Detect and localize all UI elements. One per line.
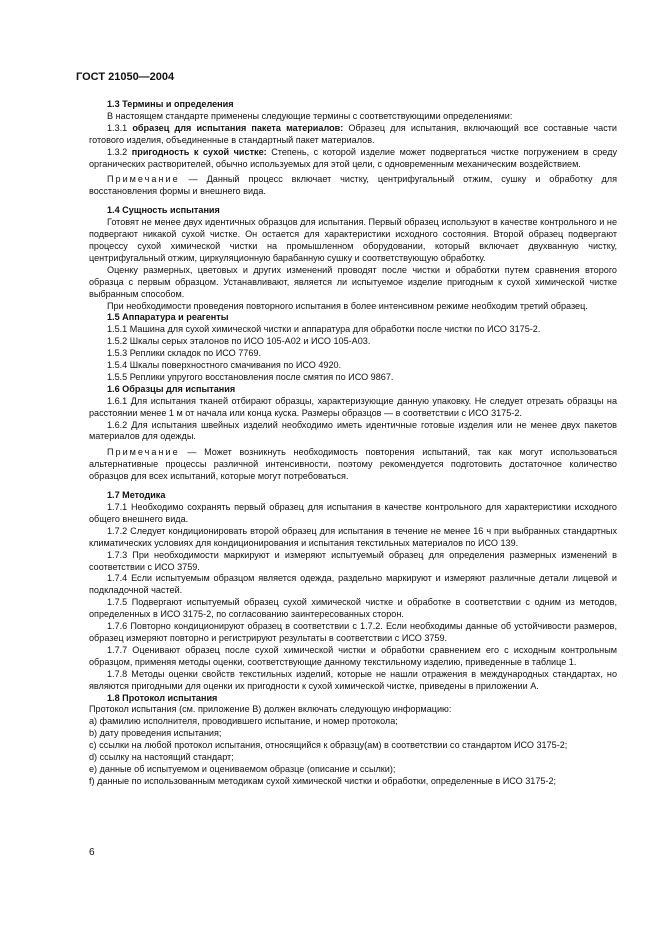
list-item: b) дату проведения испытания;: [89, 728, 222, 739]
list-item: d) ссылку на настоящий стандарт;: [89, 752, 234, 763]
list-item: 1.7.3 При необходимости маркируют и измеряют испытуемый образец для определения размерных изменений в соответствии с ИСО 3759.: [89, 549, 617, 572]
section-1-3-note: [89, 174, 617, 198]
list-item: f) данные по использованным методикам сухой химической чистки и обработки, определенные в ИСО 3175-2;: [89, 775, 557, 786]
section-1-8-title: 1.8 Протокол испытания: [107, 692, 218, 703]
section-1-7-title: 1.7 Методика: [107, 490, 166, 501]
list-item: 1.5.2 Шкалы серых эталонов по ИСО 105-А02 и ИСО 105-А03.: [107, 336, 371, 347]
paragraph: 1.6.2 Для испытания швейных изделий необходимо иметь идентичные готовые изделия или не менее двух пакетов материалов для одежды.: [89, 419, 617, 442]
term-definition: Степень, с которой изделие может подвергаться чистке погружением в среду органических растворителей, обычно используемых для этой цели, с одновременным механическим воздействием.: [89, 146, 617, 169]
list-item: е) данные об испытуемом и оцениваемом образце (описание и ссылки);: [89, 763, 396, 774]
list-item: 1.7.4 Если испытуемым образцом является одежда, раздельно маркируют и измеряют различные детали лицевой и подкладочной частей.: [89, 573, 617, 596]
list-item: 1.7.5 Подвергают испытуемый образец сухой химической чистке и обработке в соответствии с одним из методов, определенных в ИСО 3175-2, по согласованию заинтересованных сторон.: [89, 597, 617, 620]
section-1-6-note: [89, 447, 617, 483]
section-1-6-title: 1.6 Образцы для испытания: [107, 383, 236, 394]
section-1-8-intro: Протокол испытания (см. приложение В) должен включать следующую информацию:: [89, 704, 452, 715]
term-name: пригодность к сухой чистке:: [131, 146, 267, 157]
list-item: а) фамилию исполнителя, проводившего испытание, и номер протокола;: [89, 716, 398, 727]
list-item: 1.7.7 Оценивают образец после сухой химической чистки и обработки сравнением его с исходным контрольным образцом, применяя методы оценки, соответствующие данному текстильному изделию, приведенные в таблице 1.: [89, 644, 617, 667]
page-number: 6: [89, 847, 95, 858]
term-1-3-2: [89, 147, 617, 171]
list-item: 1.5.3 Реплики складок по ИСО 7769.: [107, 348, 261, 359]
term-number: 1.3.1: [107, 122, 128, 133]
term-definition: Образец для испытания, включающий все составные части готового изделия, объединенные в стандартный пакет материалов.: [89, 122, 617, 145]
document-header: ГОСТ 21050—2004: [76, 71, 175, 83]
list-item: 1.5.4 Шкалы поверхностного смачивания по ИСО 4920.: [107, 360, 342, 371]
list-item: 1.7.2 Следует кондиционировать второй образец для испытания в течение не менее 16 ч при выбранных стандартных климатических условиях для кондиционирования и испытания текстильных материалов по ИСО 139.: [89, 525, 617, 548]
section-1-5-title: 1.5 Аппаратура и реагенты: [107, 312, 229, 323]
note-text: — Может возникнуть необходимость повторения испытаний, так как могут использоваться альтернативные процессы различной интенсивности, поэтому рекомендуется подготовить достаточное количество образцов для всех испытаний, которые могут потребоваться.: [89, 447, 618, 482]
paragraph: При необходимости проведения повторного испытания в более интенсивном режиме необходим третий образец.: [107, 300, 588, 311]
paragraph: Оценку размерных, цветовых и других изменений проводят после чистки и обработки путем сравнения второго образца с первым образцом. Устанавливают, является ли испытуемое изделие пригодным к сухой химической чистке выбранным способом.: [89, 264, 617, 299]
term-1-3-1: [89, 123, 617, 147]
section-1-4-title: 1.4 Сущность испытания: [107, 205, 220, 216]
document-body: [89, 99, 617, 788]
list-item: с) ссылки на любой протокол испытания, относящийся к образцу(ам) в соответствии со стандартом ИСО 3175-2;: [89, 740, 568, 751]
list-item: 1.5.1 Машина для сухой химической чистки и аппаратура для обработки после чистки по ИСО 3175-2.: [107, 324, 541, 335]
section-1-3-intro: В настоящем стандарте применены следующие термины с соответствующими определениями:: [107, 110, 513, 121]
note-label: Примечание: [107, 174, 180, 185]
paragraph: Готовят не менее двух идентичных образцов для испытания. Первый образец используют в качестве контрольного и не подвергают никакой сухой чистке. Он остается для характеристики исходного состояния. Второй образец подвергают процессу сухой химической чистки на промышленном оборудовании, который включает двухванную чистку, центрифугальный отжим, циркуляционную барабанную сушку и соответствующую обработку.: [89, 217, 617, 263]
list-item: 1.7.1 Необходимо сохранять первый образец для испытания в качестве контрольного для характеристики исходного общего внешнего вида.: [89, 502, 617, 524]
term-name: образец для испытания пакета материалов:: [132, 122, 344, 133]
term-number: 1.3.2: [107, 146, 128, 157]
list-item: 1.5.5 Реплики упругого восстановления после смятия по ИСО 9867.: [107, 371, 394, 382]
list-item: 1.7.6 Повторно кондиционируют образец в соответствии с 1.7.2. Если необходимы данные об устойчивости размеров, образец измеряют повторно и регистрируют результаты в соответствии с ИСО 3759.: [89, 621, 617, 643]
note-label: Примечание: [107, 447, 180, 458]
section-1-3-title: 1.3 Термины и определения: [107, 99, 234, 109]
list-item: 1.7.8 Методы оценки свойств текстильных изделий, которые не нашли отражения в международных стандартах, но являются пригодными для оценки их пригодности к сухой химической чистке, приведены в приложении А.: [89, 668, 617, 691]
note-text: — Данный процесс включает чистку, центрифугальный отжим, сушку и обработку для восстановления формы и внешнего вида.: [89, 174, 617, 197]
paragraph: 1.6.1 Для испытания тканей отбирают образцы, характеризующие данную упаковку. Не следует отрезать образцы на расстоянии менее 1 м от начала или конца куска. Размеры образцов — в соответствии с ИСО 3175-2.: [89, 395, 617, 418]
